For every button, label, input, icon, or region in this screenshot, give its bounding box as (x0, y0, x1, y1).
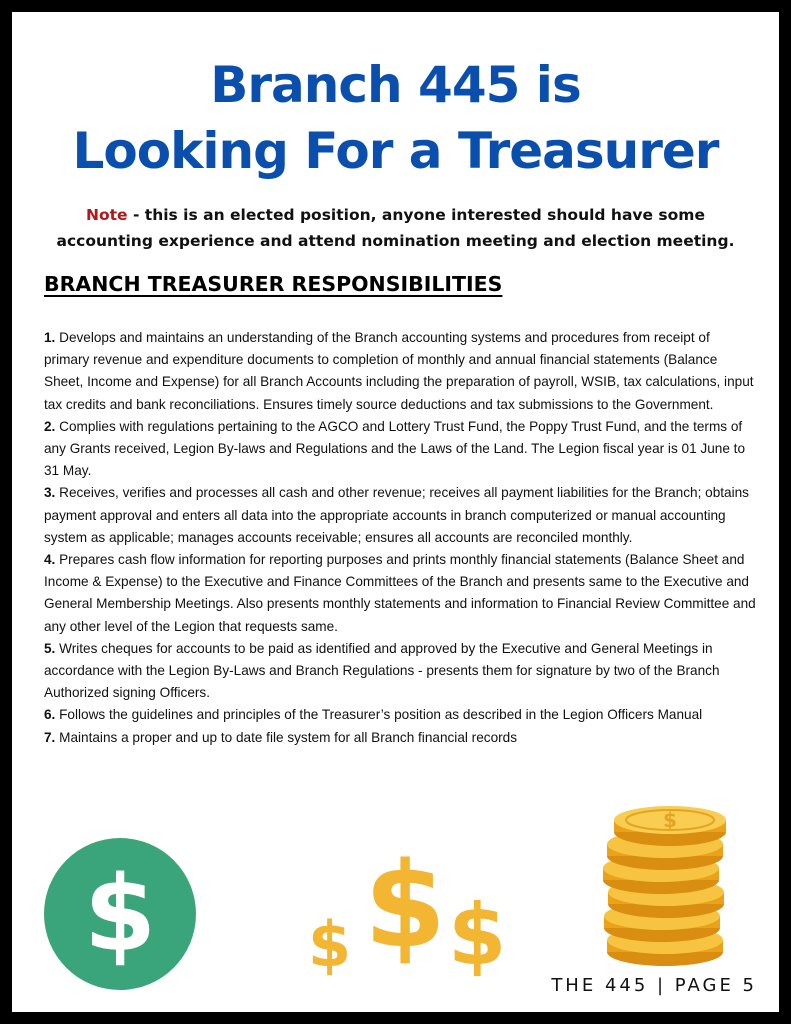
item-number: 1. (44, 330, 56, 345)
note-label: Note (86, 206, 128, 224)
item-number: 3. (44, 485, 56, 501)
responsibilities-list (44, 327, 756, 749)
list-item (44, 327, 756, 416)
list-item (44, 638, 756, 705)
coin-stack-icon (600, 794, 730, 970)
note-paragraph (12, 202, 779, 254)
page-title (12, 52, 779, 184)
item-text: Receives, verifies and processes all cash and other revenue; receives all payment liabilities for the Branch; obtains payment approval and enters all data into the appropriate accounts in branch computerized or manual accounting system as applicable; manages accounts receivable; ensures all accounts are reconciled monthly. (44, 485, 749, 545)
item-text: Maintains a proper and up to date file system for all Branch financial records (55, 729, 518, 745)
item-number: 6. (44, 707, 56, 723)
item-number: 4. (44, 552, 56, 568)
note-line-2: accounting experience and attend nomination meeting and election meeting. (56, 232, 735, 250)
dollar-glyph: $ (83, 853, 157, 975)
item-text: Follows the guidelines and principles of the Treasurer’s position as described in the Legion Officers Manual (55, 707, 703, 723)
title-line-1: Branch 445 is (210, 56, 581, 114)
list-item (44, 727, 756, 749)
item-text: Prepares cash flow information for reporting purposes and prints monthly financial statements (Balance Sheet and Income & Expense) to the Executive and Finance Committees of the Branch and presents same to the Executive and General Membership Meetings. Also presents monthly statements and information to Financial Review Committee and any other level of the Legion that requests same. (44, 552, 756, 634)
note-line-1: - this is an elected position, anyone interested should have some (127, 206, 705, 224)
list-item (44, 416, 756, 483)
item-number: 2. (44, 418, 56, 434)
small-dollar-glyph: $ (308, 908, 352, 981)
medium-dollar-glyph: $ (448, 886, 507, 984)
dollar-signs-icon (302, 836, 512, 992)
list-item (44, 549, 756, 638)
large-dollar-glyph: $ (364, 836, 447, 974)
coin-dollar-glyph: $ (663, 808, 677, 832)
section-heading: BRANCH TREASURER RESPONSIBILITIES (44, 272, 503, 296)
item-text: Complies with regulations pertaining to the AGCO and Lottery Trust Fund, the Poppy Trust Fund, and the terms of any Grants received, Legion By-laws and Regulations and the Laws of the Land. The Legion fiscal year is 01 June to 31 May. (44, 418, 746, 479)
list-item (44, 482, 756, 549)
item-text: Develops and maintains an understanding of the Branch accounting systems and procedures from receipt of primary revenue and expenditure documents to completion of monthly and annual financial statements (Balance Sheet, Income and Expense) for all Branch Accounts including the preparation of payroll, WSIB, tax calculations, input tax credits and bank reconciliations. Ensures timely source deductions and tax submissions to the Government. (44, 330, 754, 412)
item-text: Writes cheques for accounts to be paid as identified and approved by the Executive and General Meetings in accordance with the Legion By-Laws and Branch Regulations - presents them for signature by two of the Branch Authorized signing Officers. (44, 640, 720, 701)
item-number: 5. (44, 640, 56, 656)
dollar-circle-icon (44, 838, 196, 990)
newsletter-page (12, 12, 779, 1012)
coin (614, 806, 726, 846)
list-item (44, 704, 756, 726)
title-line-2: Looking For a Treasurer (72, 122, 719, 180)
page-footer: THE 445 | PAGE 5 (551, 975, 757, 996)
item-number: 7. (44, 729, 56, 745)
